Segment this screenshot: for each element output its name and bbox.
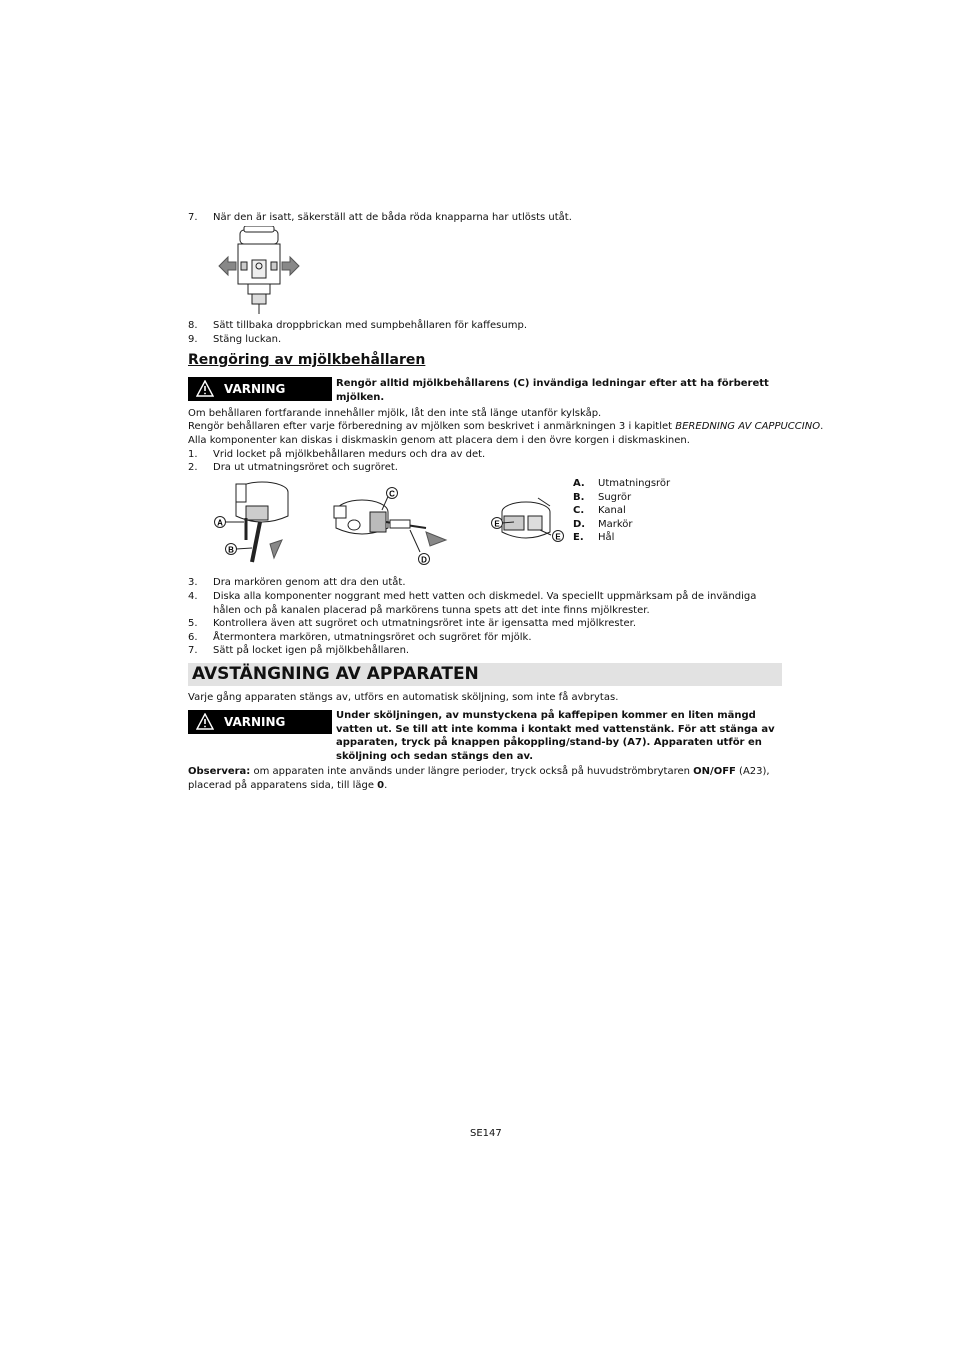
warning-box [188,710,332,734]
milk-container-illustration-2 [330,484,450,568]
paragraph-text: Rengör behållaren efter varje förberedning av mjölken som beskrivet i anmärkningen 3 i kapitlet [188,421,676,432]
step-number: 8. [188,320,198,331]
step-text: När den är isatt, säkerställ att de båda röda knapparna har utlösts utåt. [213,212,572,223]
step-text: Diska alla komponenter noggrant med hett vatten och diskmedel. Va speciellt uppmärksam på de invändiga hålen och på kanalen placerad på markörens tunna spets att det inte finns mjölkrester. [213,591,757,616]
legend-key: D. [573,518,586,530]
note-text: . [384,779,388,791]
step-number: 3. [188,577,198,588]
note-text: om apparaten inte används under längre perioder, tryck också på huvudströmbrytaren [250,766,694,777]
legend-value: Hål [598,532,615,543]
milk-container-illustration-3 [488,496,568,548]
step-text: Dra markören genom att dra den utåt. [213,577,406,588]
warning-triangle-icon [196,713,214,730]
step-number: 2. [188,462,198,473]
figure-letter: E [494,519,500,529]
legend-value: Kanal [598,505,626,516]
step-text: Dra ut utmatningsröret och sugröret. [213,462,398,473]
step-number: 6. [188,632,198,643]
chapter-reference: BEREDNING AV CAPPUCCINO [675,421,821,432]
figure-letter: D [421,555,427,565]
brewing-unit-illustration [218,226,302,316]
legend-value: Sugrör [598,491,632,503]
page-number: SE147 [470,1128,502,1139]
step-text: Sätt tillbaka droppbrickan med sumpbehållaren för kaffesump. [213,320,527,331]
paragraph: Alla komponenter kan diskas i diskmaskin genom att placera dem i den övre korgen i diskmaskinen. [188,435,690,446]
figure-letter: B [228,545,234,555]
figure-letter: A [217,518,223,528]
switch-label: ON/OFF [693,766,736,777]
paragraph [188,420,824,434]
step-text: Stäng luckan. [213,334,282,345]
figure-letter: C [389,489,395,499]
chapter-heading-bar [188,663,782,686]
legend-key: B. [573,491,585,503]
note-paragraph [188,765,782,792]
step-text: Återmontera markören, utmatningsröret och sugröret för mjölk. [213,632,532,643]
step-text: Vrid locket på mjölkbehållaren medurs och dra av det. [213,449,486,460]
section-heading: Rengöring av mjölkbehållaren [188,352,426,368]
step-number: 9. [188,334,198,345]
paragraph: Om behållaren fortfarande innehåller mjölk, låt den inte stå länge utanför kylskåp. [188,408,602,419]
legend-key: A. [573,478,585,489]
paragraph: Varje gång apparaten stängs av, utförs en automatisk sköljning, som inte få avbrytas. [188,692,619,703]
step-text: Sätt på locket igen på mjölkbehållaren. [213,645,410,656]
step-number: 1. [188,449,198,460]
warning-triangle-icon [196,380,214,397]
step-number: 7. [188,645,198,656]
warning-box [188,377,332,401]
step-number: 5. [188,618,198,629]
milk-container-illustration-1 [212,478,298,570]
warning-text: Rengör alltid mjölkbehållarens (C) invändiga ledningar efter att ha förberett mjölken. [336,378,769,403]
note-label: Observera: [188,766,251,777]
warning-label: VARNING [224,715,286,729]
note-text: (A23), placerad på apparatens sida, till läge [188,766,770,791]
legend-value: Utmatningsrör [598,478,671,489]
step-text: Kontrollera även att sugröret och utmatningsröret inte är igensatta med mjölkrester. [213,618,637,629]
warning-label: VARNING [224,382,286,396]
chapter-heading: AVSTÄNGNING AV APPARATEN [192,664,479,684]
warning-text: Under sköljningen, av munstyckena på kaffepipen kommer en liten mängd vatten ut. Se till att inte komma i kontakt med vattenstänk. För att stänga av apparaten, tryck på knappen påkoppling/stand-by (A7). Apparaten utför en sköljning och sedan stängs den av. [336,710,775,762]
legend-key: E. [573,532,584,543]
paragraph-text: . [820,421,824,432]
step-number: 7. [188,212,198,223]
legend-value: Markör [598,518,633,530]
figure-letter: E [555,532,561,542]
step-number: 4. [188,591,198,602]
switch-position: 0 [377,779,385,791]
legend-key: C. [573,505,585,516]
